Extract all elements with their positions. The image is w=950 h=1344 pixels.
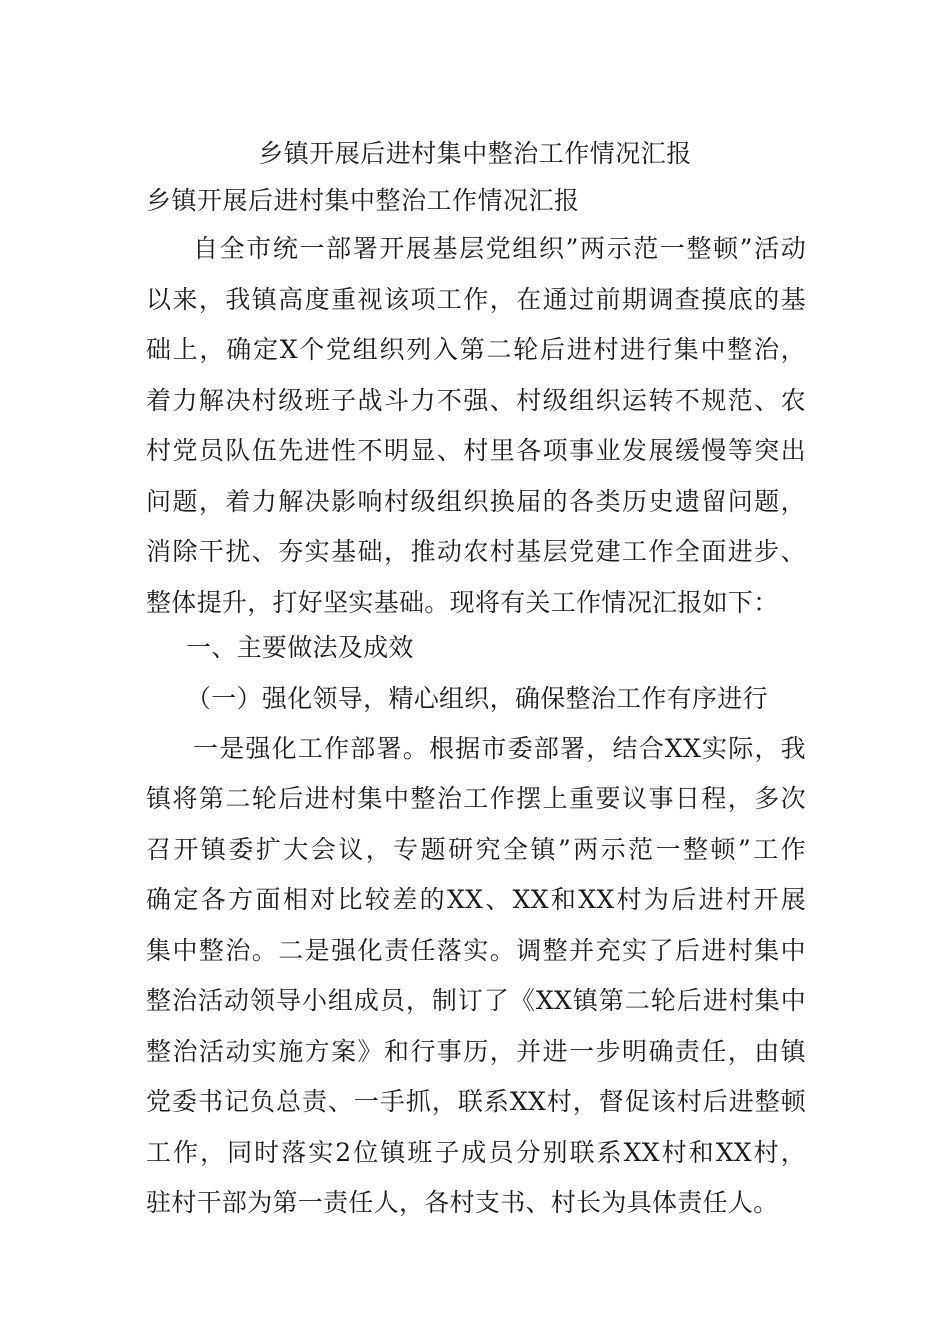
- intro-line: 础上，确定X个党组织列入第二轮后进村进行集中整治，: [146, 335, 806, 364]
- intro-line: 自全市统一部署开展基层党组织”两示范一整顿”活动: [193, 234, 806, 263]
- body-line: 驻村干部为第一责任人，各村支书、村长为具体责任人。: [146, 1188, 779, 1217]
- body-line: 工作，同时落实2位镇班子成员分别联系XX村和XX村，: [146, 1138, 806, 1167]
- body-line: 镇将第二轮后进村集中整治工作摆上重要议事日程，多次: [146, 784, 806, 813]
- document-subtitle: 乡镇开展后进村集中整治工作情况汇报: [146, 186, 580, 215]
- body-line: 召开镇委扩大会议，专题研究全镇”两示范一整顿”工作: [146, 835, 806, 864]
- intro-line: 着力解决村级班子战斗力不强、村级组织运转不规范、农: [146, 386, 806, 415]
- document-title: 乡镇开展后进村集中整治工作情况汇报: [258, 139, 692, 168]
- intro-line: 消除干扰、夯实基础，推动农村基层党建工作全面进步、: [146, 537, 806, 566]
- intro-line: 以来，我镇高度重视该项工作，在通过前期调查摸底的基: [146, 285, 806, 314]
- body-line: 一是强化工作部署。根据市委部署，结合XX实际，我: [193, 734, 806, 763]
- body-line: 集中整治。二是强化责任落实。调整并充实了后进村集中: [146, 936, 806, 965]
- sub-heading: （一）强化领导，精心组织，确保整治工作有序进行: [186, 684, 768, 713]
- body-line: 整治活动实施方案》和行事历，并进一步明确责任，由镇: [146, 1037, 806, 1066]
- body-line: 确定各方面相对比较差的XX、XX和XX村为后进村开展: [146, 885, 806, 914]
- section-heading: 一、主要做法及成效: [186, 633, 414, 662]
- intro-line: 问题，着力解决影响村级组织换届的各类历史遗留问题，: [146, 487, 806, 516]
- body-line: 整治活动领导小组成员，制订了《XX镇第二轮后进村集中: [146, 986, 806, 1015]
- intro-line: 村党员队伍先进性不明显、村里各项事业发展缓慢等突出: [146, 436, 806, 465]
- body-line: 党委书记负总责、一手抓，联系XX村，督促该村后进整顿: [146, 1087, 806, 1116]
- intro-line: 整体提升，打好坚实基础。现将有关工作情况汇报如下：: [146, 588, 779, 617]
